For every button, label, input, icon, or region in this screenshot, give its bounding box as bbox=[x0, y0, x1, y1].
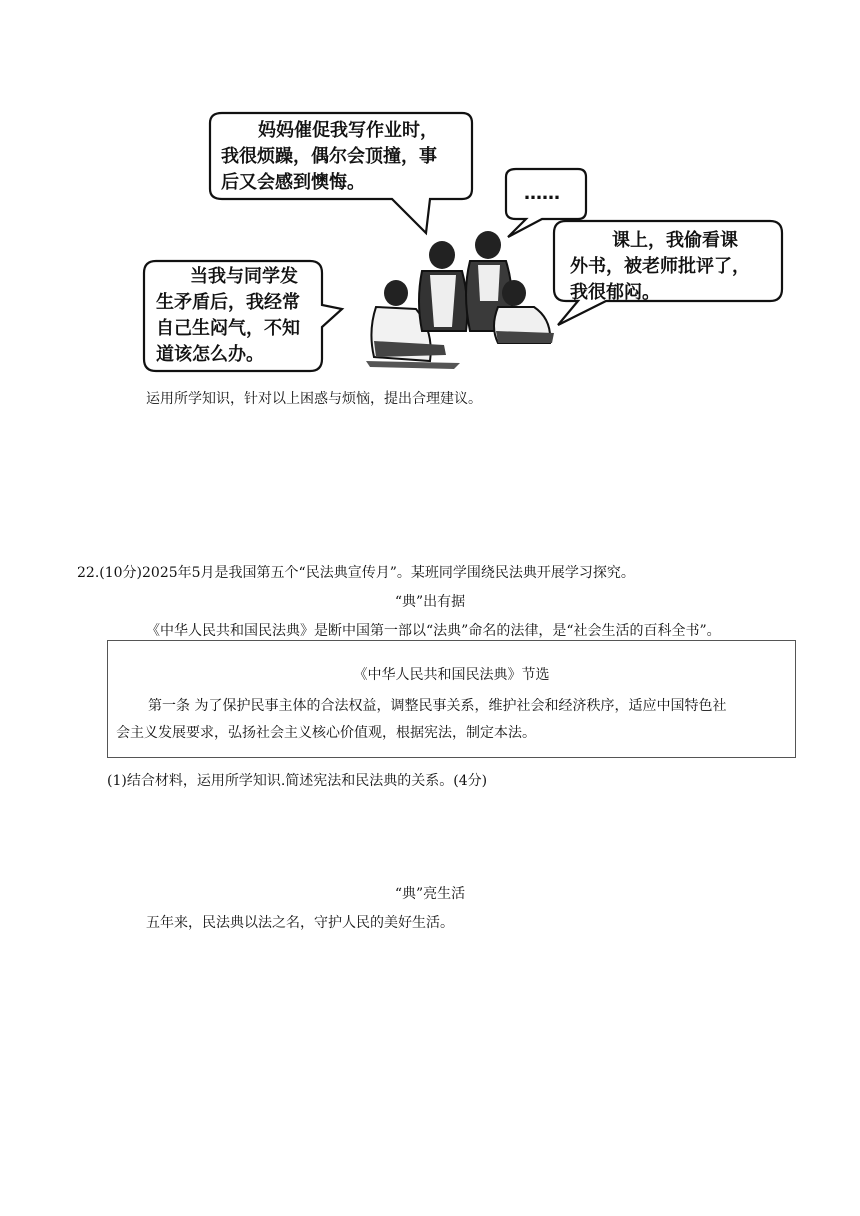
excerpt-title: 《中华人民共和国民法典》节选 bbox=[353, 667, 550, 683]
bubble-mom-line-1: 妈妈催促我写作业时， bbox=[258, 120, 438, 141]
section2-title: “典”亮生活 bbox=[394, 886, 466, 902]
excerpt-box bbox=[107, 640, 796, 758]
excerpt-line-2: 会主义发展要求，弘扬社会主义核心价值观，根据宪法，制定本法。 bbox=[116, 725, 536, 741]
bubble-classmate-line-4: 道该怎么办。 bbox=[156, 344, 264, 365]
bubble-mom-line-3: 后又会感到懊悔。 bbox=[221, 172, 365, 193]
bubble-classmate-line-1: 当我与同学发 bbox=[190, 266, 298, 287]
students-figures bbox=[366, 231, 554, 369]
bubble-class-line-1: 课上，我偷看课 bbox=[612, 230, 738, 251]
bubble-dots-text: …… bbox=[524, 183, 560, 204]
bubble-mom-line-2: 我很烦躁，偶尔会顶撞，事 bbox=[221, 146, 437, 167]
section1-title: “典”出有据 bbox=[394, 594, 466, 610]
sub-question-1: (1)结合材料，运用所学知识.简述宪法和民法典的关系。(4分) bbox=[107, 773, 488, 789]
bubble-classmate-line-3: 自己生闷气，不知 bbox=[156, 318, 300, 339]
section1-text: 《中华人民共和国民法典》是断中国第一部以“法典”命名的法律，是“社会生活的百科全书”。 bbox=[146, 623, 721, 639]
bubble-class-line-3: 我很郁闷。 bbox=[570, 282, 660, 303]
bubble-classmate-line-2: 生矛盾后，我经常 bbox=[156, 292, 300, 313]
q21-prompt: 运用所学知识，针对以上困惑与烦恼，提出合理建议。 bbox=[146, 391, 482, 407]
bubble-class-line-2: 外书，被老师批评了， bbox=[570, 256, 750, 277]
q22-intro: 22.(10分)2025年5月是我国第五个“民法典宣传月”。某班同学围绕民法典开展学习探究。 bbox=[77, 565, 635, 581]
excerpt-line-1: 第一条 为了保护民事主体的合法权益，调整民事关系，维护社会和经济秩序，适应中国特色社 bbox=[148, 698, 727, 714]
section2-text: 五年来，民法典以法之名，守护人民的美好生活。 bbox=[146, 915, 454, 931]
